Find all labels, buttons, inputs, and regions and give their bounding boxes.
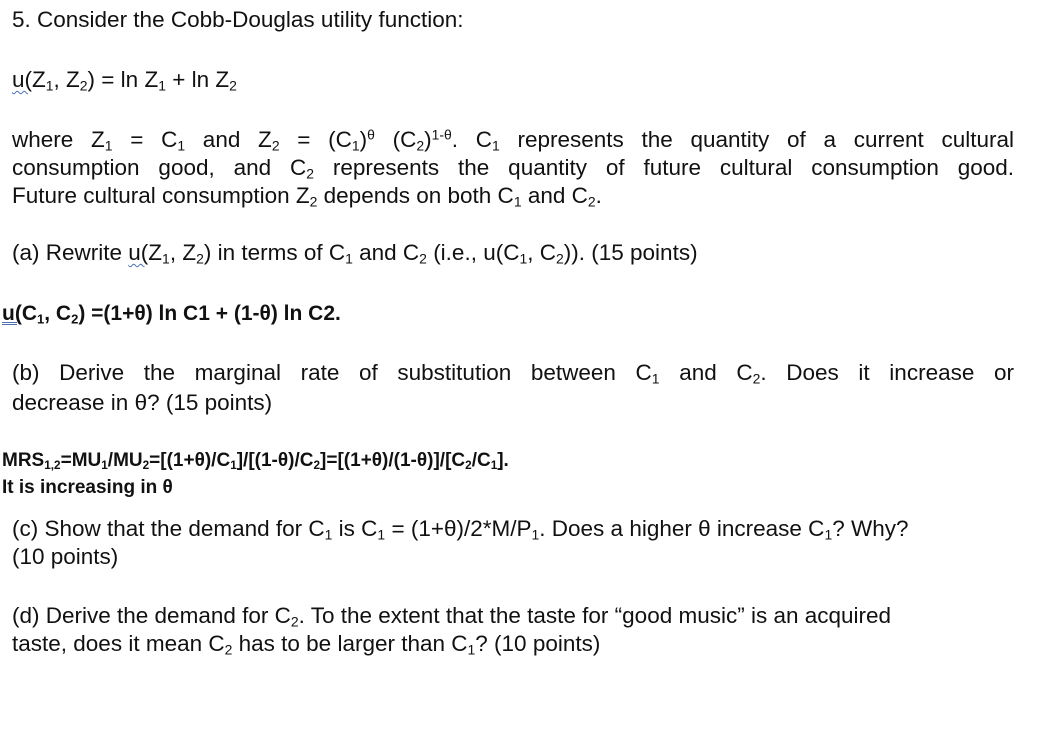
definition-line-2: consumption good, and $C_2$ represents the quantity of future cultural consumption good. xyxy=(12,155,1014,182)
answer-a: $u(C_1$, $C_2) =(1+\theta)$ ln C1 + (1-θ) ln C2. xyxy=(2,302,341,327)
question-title: 5. Consider the Cobb-Douglas utility function: xyxy=(12,7,464,32)
question-b-line-2: decrease in θ? (15 points) xyxy=(12,390,273,415)
answer-b-line-2: It is increasing in θ xyxy=(2,477,173,498)
question-c-line-2: (10 points) xyxy=(12,544,119,569)
spell-underline: u( xyxy=(2,302,22,325)
definition-line-1: where $Z_1 = C_1$ and $Z_2 = (C_1)^\theta$ $(C_2)^{1-\theta}$. $C_1$ represents the quantity of a current cultural xyxy=(12,126,1014,154)
question-d-line-2: taste, does it mean $C_2$ has to be larger than $C_1$? (10 points) xyxy=(12,631,601,658)
spell-underline: ] xyxy=(320,450,327,471)
definition-line-3: Future cultural consumption $Z_2$ depends on both $C_1$ and $C_2$. xyxy=(12,183,602,210)
spell-underline: u( xyxy=(128,240,149,265)
utility-function: $u(Z_1$, $Z_2) = \ln Z_1 + \ln Z_2$ xyxy=(12,67,237,94)
spell-underline: u( xyxy=(12,67,33,92)
question-d-line-1: (d) Derive the demand for $C_2$. To the extent that the taste for “good music” is an acquired xyxy=(12,603,892,630)
answer-b-line-1: $MRS_{1,2}=MU_1/MU_2=[(1+\theta)/C_1]/[(1-\theta)/C_2]=[(1+\theta)/(1-\theta)]/[C_2/C_1]$. xyxy=(2,450,509,472)
question-c-line-1: (c) Show that the demand for $C_1$ is $C_1 = (1+\theta)/2*M/P_1$. Does a higher θ increase $C_1$? Why? xyxy=(12,516,909,543)
question-a: (a) Rewrite $u(Z_1$, $Z_2$) in terms of $C_1$ and $C_2$ (i.e., $u(C_1$, $C_2$)). (15 points) xyxy=(12,240,698,267)
question-b-line-1: (b) Derive the marginal rate of substitution between $C_1$ and $C_2$. Does it increase or xyxy=(12,360,1014,387)
